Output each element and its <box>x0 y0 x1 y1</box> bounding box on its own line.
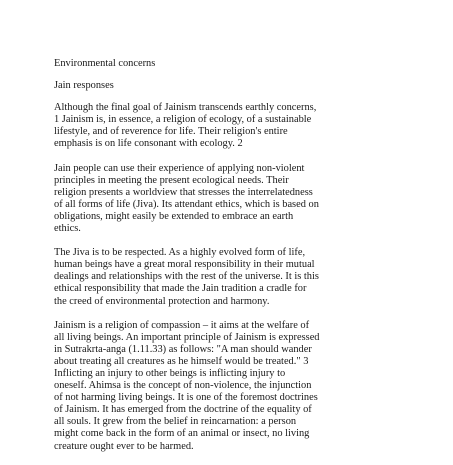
paragraph-1 <box>54 102 424 150</box>
paragraph-line: all souls. It grew from the belief in reincarnation: a person <box>54 416 297 428</box>
paragraph-line: of not harming living beings. It is one of the foremost doctrines <box>54 392 318 404</box>
paragraph-line: the creed of environmental protection and harmony. <box>54 295 270 307</box>
paragraph-line: human beings have a great moral responsibility in their mutual <box>54 259 315 271</box>
paragraph-line: dealings and relationships with the rest of the universe. It is this <box>54 271 319 283</box>
paragraph-line: ethical responsibility that made the Jain tradition a cradle for <box>54 283 307 295</box>
section-heading: Jain responses <box>54 80 114 92</box>
paragraph-line: emphasis is on life consonant with ecology. 2 <box>54 138 243 150</box>
paragraph-line: principles in meeting the present ecological needs. Their <box>54 174 289 186</box>
paragraph-line: religion presents a worldview that stresses the interrelatedness <box>54 186 313 198</box>
paragraph-2 <box>54 163 424 236</box>
paragraph-4 <box>54 320 424 453</box>
paragraph-line: Jainism is a religion of compassion – it aims at the welfare of <box>54 319 310 331</box>
paragraph-3 <box>54 247 424 307</box>
paragraph-line: obligations, might easily be extended to embrace an earth <box>54 210 294 222</box>
paragraph-line: in Sutrakrta-anga (1.11.33) as follows: "A man should wander <box>54 343 312 355</box>
paragraph-line: Inflicting an injury to other beings is inflicting injury to <box>54 367 286 379</box>
paragraph-line: The Jiva is to be respected. As a highly evolved form of life, <box>54 247 306 259</box>
document-title: Environmental concerns <box>54 58 156 69</box>
paragraph-line: Jain people can use their experience of applying non-violent <box>54 162 305 174</box>
paragraph-line: Although the final goal of Jainism transcends earthly concerns, <box>54 102 317 114</box>
paragraph-line: 1 Jainism is, in essence, a religion of ecology, of a sustainable <box>54 114 312 126</box>
paragraph-line: ethics. <box>54 223 81 235</box>
paragraph-line: of Jainism. It has emerged from the doctrine of the equality of <box>54 404 312 416</box>
paragraph-line: creature ought ever to be harmed. <box>54 440 194 452</box>
paragraph-line: all living beings. An important principle of Jainism is expressed <box>54 331 320 343</box>
paragraph-line: oneself. Ahimsa is the concept of non-violence, the injunction <box>54 380 312 392</box>
document-page <box>54 58 424 465</box>
paragraph-line: lifestyle, and of reverence for life. Their religion's entire <box>54 126 288 138</box>
paragraph-line: of all forms of life (Jiva). Its attendant ethics, which is based on <box>54 198 319 210</box>
paragraph-line: might come back in the form of an animal or insect, no living <box>54 428 310 440</box>
paragraph-line: about treating all creatures as he himself would be treated." 3 <box>54 355 309 367</box>
